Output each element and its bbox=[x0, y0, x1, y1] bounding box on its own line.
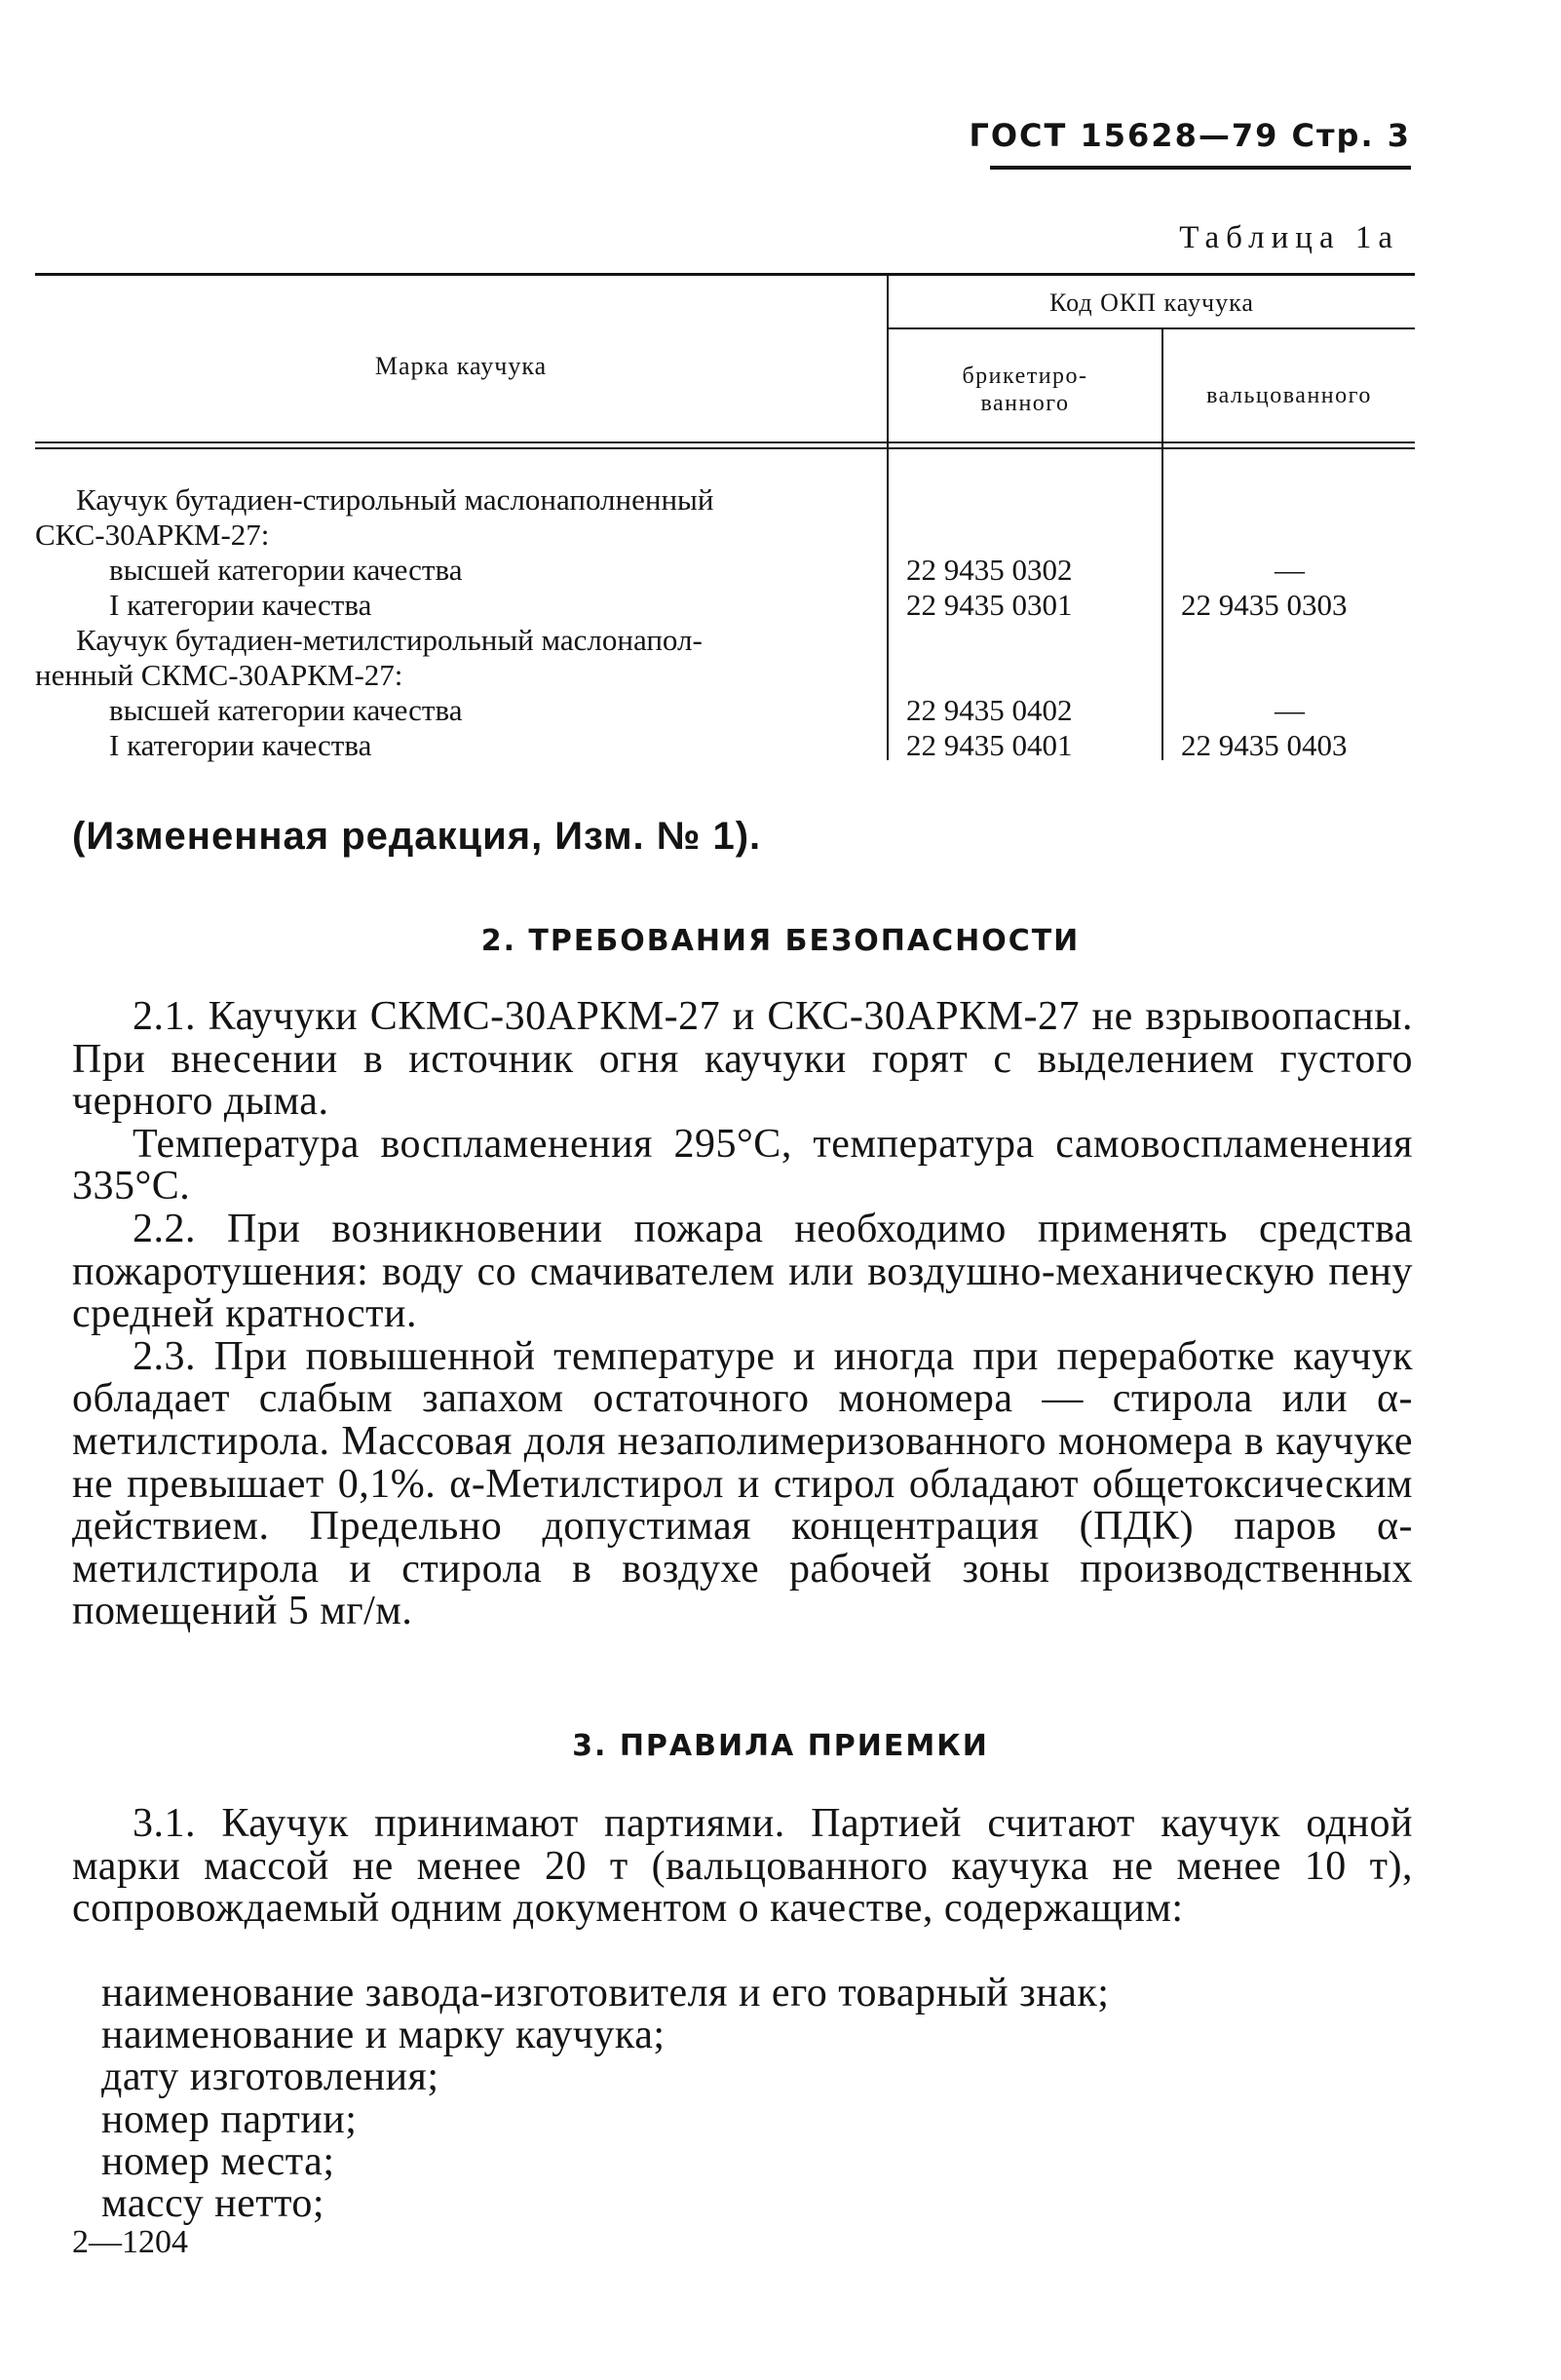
paragraph: 2.3. При повышенной температуре и иногда при переработке каучук обладает слабым запахом остаточного мономера — стирола или α-метилстирола. Массовая доля незаполимеризованного мономера в каучуке не превышает 0,1%. α-Метилстирол и стирол обладают общетоксическим действием. Предельно допустимая концентрация (ПДК) паров α-метилстирола и стирола в воздухе рабочей зоны производственных помещений 5 мг/м. bbox=[72, 1333, 1413, 1634]
code-rolled: — bbox=[1275, 693, 1305, 727]
list-item: массу нетто; bbox=[101, 2181, 325, 2227]
code-rolled: — bbox=[1275, 553, 1305, 587]
row-label: СКС-30АРКМ-27: bbox=[35, 518, 270, 552]
table-top-rule bbox=[35, 273, 1415, 276]
table-header-rule-2 bbox=[35, 447, 1415, 449]
row-label: I категории качества bbox=[109, 588, 372, 622]
changed-note: (Измененная редакция, Изм. № 1). bbox=[72, 815, 762, 858]
running-head: ГОСТ 15628—79 Стр. 3 bbox=[969, 117, 1411, 154]
paragraph: Температура воспламенения 295°С, температура самовоспламенения 335°С. bbox=[72, 1121, 1413, 1209]
list-item: номер места; bbox=[101, 2138, 335, 2184]
list-item: наименование и марку каучука; bbox=[101, 2013, 666, 2058]
table-subheader-rule bbox=[889, 327, 1415, 329]
section-3-body bbox=[72, 1803, 1413, 1931]
signature-mark: 2—1204 bbox=[72, 2224, 188, 2260]
row-label: Каучук бутадиен-метилстирольный маслонапол- bbox=[76, 623, 703, 657]
header-okp: Код ОКП каучука bbox=[1049, 288, 1254, 317]
section-2-heading: 2. ТРЕБОВАНИЯ БЕЗОПАСНОСТИ bbox=[480, 924, 1081, 958]
list-item: наименование завода-изготовителя и его товарный знак; bbox=[101, 1971, 1110, 2015]
row-label: высшей категории качества bbox=[109, 553, 463, 587]
row-label: Каучук бутадиен-стирольный маслонаполненный bbox=[76, 482, 714, 517]
code-briquetted: 22 9435 0301 bbox=[906, 588, 1073, 622]
section-3-heading: 3. ПРАВИЛА ПРИЕМКИ bbox=[572, 1729, 989, 1763]
paragraph: 2.1. Каучуки СКМС-30АРКМ-27 и СКС-30АРКМ-27 не взрывоопасны. При внесении в источник огня каучуки горят с выделением густого черного дыма. bbox=[72, 994, 1413, 1125]
code-briquetted: 22 9435 0401 bbox=[906, 728, 1073, 762]
list-item: дату изготовления; bbox=[101, 2054, 439, 2100]
header-briquetted: брикетиро- ванного bbox=[962, 364, 1088, 416]
content-list bbox=[101, 1973, 1109, 2225]
table-vline-1 bbox=[887, 276, 889, 760]
table-title: Таблица 1а bbox=[1179, 220, 1399, 255]
table-header-rule-1 bbox=[35, 441, 1415, 443]
list-item: номер партии; bbox=[101, 2096, 358, 2142]
header-mark: Марка каучука bbox=[374, 352, 548, 380]
code-rolled: 22 9435 0403 bbox=[1181, 728, 1348, 762]
section-2-body bbox=[72, 996, 1413, 1633]
row-label: I категории качества bbox=[109, 728, 372, 762]
header-rolled: вальцованного bbox=[1206, 383, 1372, 408]
code-rolled: 22 9435 0303 bbox=[1181, 588, 1348, 622]
row-label: высшей категории качества bbox=[109, 693, 463, 727]
paragraph: 2.2. При возникновении пожара необходимо применять средства пожаротушения: воду со смачивателем или воздушно-механическую пену средней кратности. bbox=[72, 1206, 1413, 1337]
row-label: ненный СКМС-30АРКМ-27: bbox=[35, 658, 403, 692]
code-briquetted: 22 9435 0402 bbox=[906, 693, 1073, 727]
code-briquetted: 22 9435 0302 bbox=[906, 553, 1073, 587]
running-head-rule bbox=[990, 166, 1411, 170]
paragraph: 3.1. Каучук принимают партиями. Партией считают каучук одной марки массой не менее 20 т (вальцованного каучука не менее 10 т), сопровождаемый одним документом о качестве, содержащим: bbox=[72, 1801, 1413, 1932]
